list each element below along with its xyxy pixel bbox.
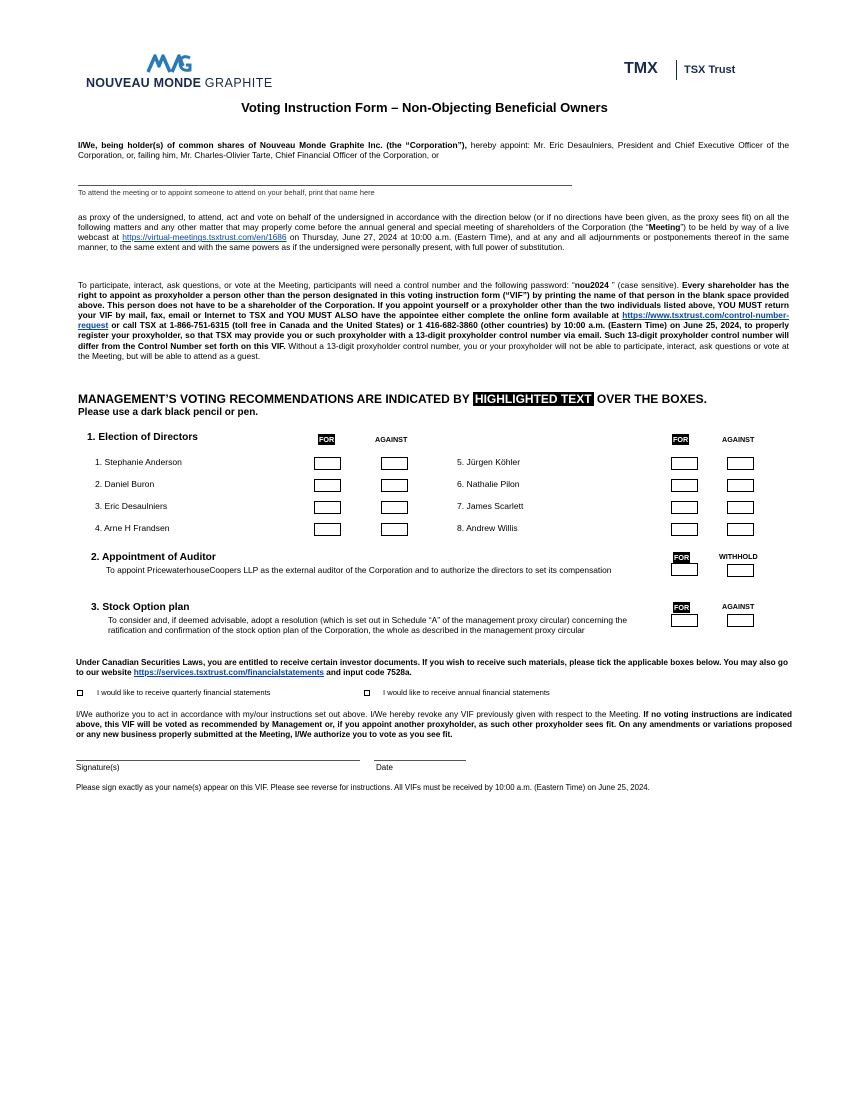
nominee-8: 8. Andrew Willis	[457, 523, 518, 533]
nmg-logo-mark	[146, 52, 192, 79]
auditor-for-header: FOR	[674, 553, 690, 562]
appointment-rest: hereby appoint: Mr. Eric Desaulniers, President and Chief Executive Officer of the Corporation, or, failing him, Mr. Charles-Olivier Tarte, Chief Financial Officer of the Corporation, or	[78, 140, 789, 161]
auditor-title: 2. Appointment of Auditor	[91, 552, 216, 563]
tmx-divider	[676, 60, 677, 80]
nominee-5-for-box[interactable]	[671, 457, 698, 470]
nominee-2-against-box[interactable]	[381, 479, 408, 492]
proxy-name-field[interactable]	[78, 185, 572, 186]
nmg-logo-mark-svg	[146, 52, 192, 74]
participation-paragraph	[78, 280, 789, 361]
proxy-name-hint: To attend the meeting or to appoint someone to attend on your behalf, print that name here	[78, 188, 375, 197]
auditor-for-box[interactable]	[671, 563, 698, 576]
election-for-header-left: FOR	[319, 435, 335, 444]
nominee-7: 7. James Scarlett	[457, 501, 524, 511]
proxy-text-2: ”) to be held by way of a live webcast at	[78, 222, 789, 243]
authorization-paragraph	[76, 710, 792, 740]
investor-documents-note	[76, 658, 792, 678]
auditor-description: To appoint PricewaterhouseCoopers LLP as the external auditor of the Corporation and to authorize the directors to set its compensation	[106, 565, 612, 575]
nominee-1-against-box[interactable]	[381, 457, 408, 470]
nominee-5-against-box[interactable]	[727, 457, 754, 470]
pencil-note: Please use a dark black pencil or pen.	[78, 407, 259, 418]
tsx-trust-label: TSX Trust	[684, 64, 736, 76]
nominee-3-for-box[interactable]	[314, 501, 341, 514]
nominee-1-for-box[interactable]	[314, 457, 341, 470]
participate-text-1: To participate, interact, ask questions, or vote at the Meeting, participants will need a control number and the following password: “	[78, 280, 575, 290]
meeting-password: nou2024	[574, 280, 609, 290]
recommendations-heading	[78, 392, 707, 406]
tmx-logo: TMX	[624, 60, 658, 77]
election-against-header-right: AGAINST	[722, 435, 755, 444]
participate-bold-2: or call TSX at 1-866-751-6315 (toll free in Canada and the United States) or 1 416-682-3860 (other countries) by 10:00 a.m. (Eastern Time) on June 25, 2024, to properly register your proxyholder, so that TSX may provide you or such proxyholder with a 13-digit proxyholder control number via email. Such 13-digit proxyholder control number will differ from the Control Number set forth on this VIF.	[78, 320, 789, 351]
signature-label: Signature(s)	[76, 763, 120, 772]
nominee-5: 5. Jürgen Köhler	[457, 457, 521, 467]
nominee-4-against-box[interactable]	[381, 523, 408, 536]
nominee-6-for-box[interactable]	[671, 479, 698, 492]
stock-option-description: To consider and, if deemed advisable, adopt a resolution (which is set out in Schedule “A” of the management proxy circular) concerning the ratification and confirmation of the stock option plan of the Corporation, the whole as described in the management proxy circular	[108, 615, 627, 635]
annual-statements-label: I would like to receive annual financial statements	[383, 688, 550, 697]
nominee-7-for-box[interactable]	[671, 501, 698, 514]
meeting-term: Meeting	[648, 222, 681, 233]
nominee-2-for-box[interactable]	[314, 479, 341, 492]
nmg-logo-text	[86, 76, 273, 90]
nominee-3-against-box[interactable]	[381, 501, 408, 514]
authorize-bold: If no voting instructions are indicated above, this VIF will be voted as recommended by Management or, if you appoint another proxyholder, as such other proxyholder sees fit. On any amendments or variations proposed or any new business properly submitted at the Meeting, I/We authorize you to vote as you see fit.	[76, 710, 793, 739]
documents-text-1: Under Canadian Securities Laws, you are entitled to receive certain investor documents. If you wish to receive such materials, please tick the applicable boxes below. You may also go to our website	[76, 658, 788, 677]
date-field[interactable]	[374, 760, 466, 761]
stock-option-for-box[interactable]	[671, 614, 698, 627]
stock-option-against-box[interactable]	[727, 614, 754, 627]
company-name-bold: NOUVEAU MONDE	[86, 76, 202, 90]
control-number-link[interactable]: https://www.tsxtrust.com/control-number-request	[78, 310, 789, 331]
financial-statements-link[interactable]: https://services.tsxtrust.com/financialstatements	[133, 668, 324, 677]
nominee-1: 1. Stephanie Anderson	[95, 457, 182, 467]
heading-highlight: HIGHLIGHTED TEXT	[474, 392, 592, 406]
nominee-6: 6. Nathalie Pilon	[457, 479, 520, 489]
stock-option-against-header: AGAINST	[722, 602, 755, 611]
election-for-header-right: FOR	[673, 435, 689, 444]
proxy-text-1: as proxy of the undersigned, to attend, act and vote on behalf of the undersigned in accordance with the direction below (or if no directions have been given, as the proxy sees fit) on all the following matters and any other matter that may properly come before the annual general and special meeting of shareholders of the Corporation (the “	[78, 212, 789, 233]
nominee-3: 3. Eric Desaulniers	[95, 501, 168, 511]
stock-option-title: 3. Stock Option plan	[91, 602, 190, 613]
annual-statements-checkbox[interactable]	[364, 690, 370, 696]
election-against-header-left: AGAINST	[375, 435, 408, 444]
nominee-6-against-box[interactable]	[727, 479, 754, 492]
authorize-text: I/We authorize you to act in accordance with my/our instructions set out above. I/We hereby revoke any VIF previously given with respect to the Meeting.	[76, 710, 644, 719]
appointment-lead: I/We, being holder(s) of common shares of Nouveau Monde Graphite Inc. (the “Corporation”),	[78, 140, 467, 150]
footer-note: Please sign exactly as your name(s) appear on this VIF. Please see reverse for instructions. All VIFs must be received by 10:00 a.m. (Eastern Time) on June 25, 2024.	[76, 783, 650, 792]
nominee-4: 4. Arne H Frandsen	[95, 523, 170, 533]
heading-before: MANAGEMENT’S VOTING RECOMMENDATIONS ARE INDICATED BY	[78, 392, 473, 406]
participate-bold-1: Every shareholder has the right to appoint as proxyholder a person other than the person designated in this voting instruction form (“VIF”) by printing the name of that person in the blank space provided above. This person does not have to be a shareholder of the Corporation. If you appoint yourself or a proxyholder other than the two individuals listed above, YOU MUST return your VIF by mail, fax, email or Internet to TSX and YOU MUST ALSO have the appointee either complete the online form available at	[78, 280, 789, 321]
nominee-4-for-box[interactable]	[314, 523, 341, 536]
proxy-paragraph	[78, 212, 789, 252]
auditor-withhold-header: WITHHOLD	[719, 552, 758, 561]
participate-text-3: Without a 13-digit proxyholder control number, you or your proxyholder will not be able to participate, interact, ask questions or vote at the Meeting, but will be able to attend as a guest.	[78, 340, 790, 361]
auditor-withhold-box[interactable]	[727, 564, 754, 577]
webcast-link[interactable]: https://virtual-meetings.tsxtrust.com/en/1686	[122, 232, 287, 243]
quarterly-statements-label: I would like to receive quarterly financial statements	[97, 688, 271, 697]
nominee-8-for-box[interactable]	[671, 523, 698, 536]
participate-text-2: ” (case sensitive).	[608, 280, 683, 290]
nominee-2: 2. Daniel Buron	[95, 479, 155, 489]
quarterly-statements-checkbox[interactable]	[77, 690, 83, 696]
proxy-text-3: on Thursday, June 27, 2024 at 10:00 a.m. (Eastern Time), and at any and all adjournments or postponements thereof in the same manner, to the same extent and with the same powers as if the undersigned were personally present, with full power of substitution.	[78, 232, 789, 253]
heading-after: OVER THE BOXES.	[593, 392, 707, 406]
nominee-8-against-box[interactable]	[727, 523, 754, 536]
company-name-light: GRAPHITE	[204, 76, 273, 90]
nominee-7-against-box[interactable]	[727, 501, 754, 514]
signature-field[interactable]	[76, 760, 360, 761]
date-label: Date	[376, 763, 393, 772]
stock-option-for-header: FOR	[674, 603, 690, 612]
appointment-paragraph	[78, 140, 789, 160]
election-title: 1. Election of Directors	[87, 432, 198, 443]
documents-text-2: and input code 7528a.	[323, 668, 412, 677]
form-title: Voting Instruction Form – Non-Objecting Beneficial Owners	[241, 100, 608, 115]
